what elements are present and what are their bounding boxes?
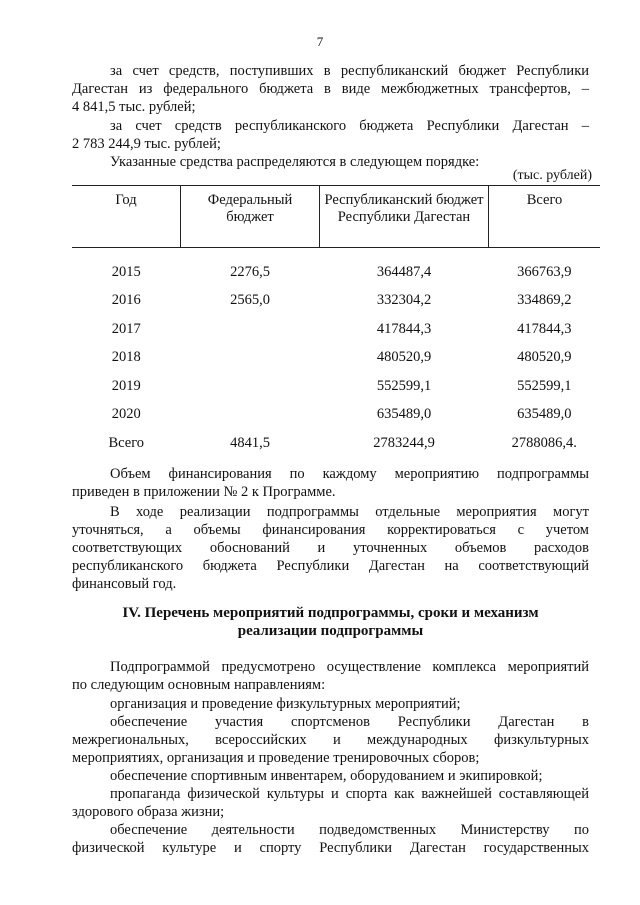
text-line: за счет средств республиканского бюджета Республики Дагестан – — [110, 118, 589, 134]
financing-table — [72, 185, 600, 458]
text-line: Указанные средства распределяются в следующем порядке: — [110, 154, 480, 170]
text-line: финансовый год. — [72, 576, 177, 592]
cell-year: 2020 — [111, 406, 141, 423]
text-line: мероприятиях, организация и проведение тренировочных сборов; — [72, 750, 480, 766]
cell-total: 635489,0 — [517, 406, 572, 423]
heading-line: IV. Перечень мероприятий подпрограммы, сроки и механизм — [122, 605, 539, 621]
text-line: пропаганда физической культуры и спорта как важнейшей составляющей — [110, 786, 589, 802]
cell-total: 2788086,4. — [511, 434, 577, 451]
cell-federal: 2565,0 — [230, 292, 270, 309]
cell-total: 366763,9 — [517, 263, 572, 280]
cell-federal: 4841,5 — [230, 434, 270, 451]
header-federal: Федеральный бюджет — [181, 186, 320, 248]
cell-year: Всего — [108, 434, 145, 451]
cell-republic: 480520,9 — [376, 349, 432, 366]
text-line: физической культуре и спорту Республики Дагестан государственных — [72, 840, 589, 856]
table-header-row — [72, 186, 600, 248]
cell-republic: 635489,0 — [376, 406, 432, 423]
table-row — [72, 315, 600, 344]
cell-federal — [181, 372, 320, 401]
header-year: Год — [72, 186, 181, 248]
direction-item-4 — [72, 785, 589, 821]
text-line: 2 783 244,9 тыс. рублей; — [72, 136, 221, 152]
cell-republic: 552599,1 — [376, 377, 432, 394]
cell-year: 2016 — [111, 292, 141, 309]
funding-paragraph — [72, 465, 589, 501]
heading-line: реализации подпрограммы — [237, 623, 424, 639]
text-line: Объем финансирования по каждому мероприятию подпрограммы — [110, 466, 589, 482]
cell-total: 552599,1 — [517, 377, 572, 394]
text-line: организация и проведение физкультурных мероприятий; — [110, 696, 461, 712]
page-number: 7 — [316, 34, 324, 49]
text-line: Подпрограммой предусмотрено осуществление комплекса мероприятий — [110, 659, 589, 675]
text-line: уточняться, а объемы финансирования корректироваться с учетом — [72, 522, 589, 538]
text-line: по следующим основным направлениям: — [72, 677, 326, 693]
cell-year: 2018 — [111, 349, 141, 366]
cell-total: 417844,3 — [517, 320, 572, 337]
intro-federal-paragraph — [72, 62, 589, 116]
direction-item-5 — [72, 821, 589, 857]
cell-republic: 417844,3 — [376, 320, 432, 337]
cell-total: 480520,9 — [517, 349, 572, 366]
cell-republic: 2783244,9 — [373, 434, 435, 451]
direction-item-1 — [72, 695, 589, 713]
text-line: межрегиональных, всероссийских и международных физкультурных — [72, 732, 589, 748]
cell-federal — [181, 401, 320, 430]
table-row — [72, 401, 600, 430]
text-line: обеспечение участия спортсменов Республики Дагестан в — [110, 714, 589, 730]
cell-year: 2017 — [111, 320, 141, 337]
text-line: за счет средств, поступивших в республиканский бюджет Республики — [110, 63, 589, 79]
header-total: Всего — [489, 186, 601, 248]
distribution-sentence — [72, 153, 589, 171]
cell-total: 334869,2 — [517, 292, 572, 309]
text-line: республиканского бюджета Республики Дагестан на соответствующий — [72, 558, 589, 574]
table-row — [72, 248, 600, 287]
header-republic: Республиканский бюджет Республики Дагестан — [320, 186, 489, 248]
cell-year: 2015 — [111, 263, 141, 280]
cell-year: 2019 — [111, 377, 141, 394]
text-line: приведен в приложении № 2 к Программе. — [72, 484, 336, 500]
text-line: обеспечение спортивным инвентарем, оборудованием и экипировкой; — [110, 768, 543, 784]
section-heading — [72, 604, 589, 640]
table-row — [72, 372, 600, 401]
cell-federal: 2276,5 — [230, 263, 270, 280]
table-row — [72, 287, 600, 316]
text-line: В ходе реализации подпрограммы отдельные мероприятия могут — [110, 504, 589, 520]
adjustment-paragraph — [72, 503, 589, 593]
cell-federal — [181, 315, 320, 344]
text-line: обеспечение деятельности подведомственных Министерству по — [110, 822, 589, 838]
intro-republic-paragraph — [72, 117, 589, 153]
direction-item-2 — [72, 713, 589, 767]
text-line: соответствующих обоснований и уточненных объемов расходов — [72, 540, 589, 556]
text-line: здорового образа жизни; — [72, 804, 225, 820]
table-row — [72, 344, 600, 373]
direction-item-3 — [72, 767, 589, 785]
text-line: Дагестан из федерального бюджета в виде межбюджетных трансфертов, – — [72, 81, 589, 97]
cell-republic: 364487,4 — [376, 263, 432, 280]
table-units: (тыс. рублей) — [512, 168, 592, 183]
directions-intro — [72, 658, 589, 694]
cell-republic: 332304,2 — [376, 292, 432, 309]
table-row-total — [72, 429, 600, 458]
text-line: 4 841,5 тыс. рублей; — [72, 99, 196, 115]
cell-federal — [181, 344, 320, 373]
